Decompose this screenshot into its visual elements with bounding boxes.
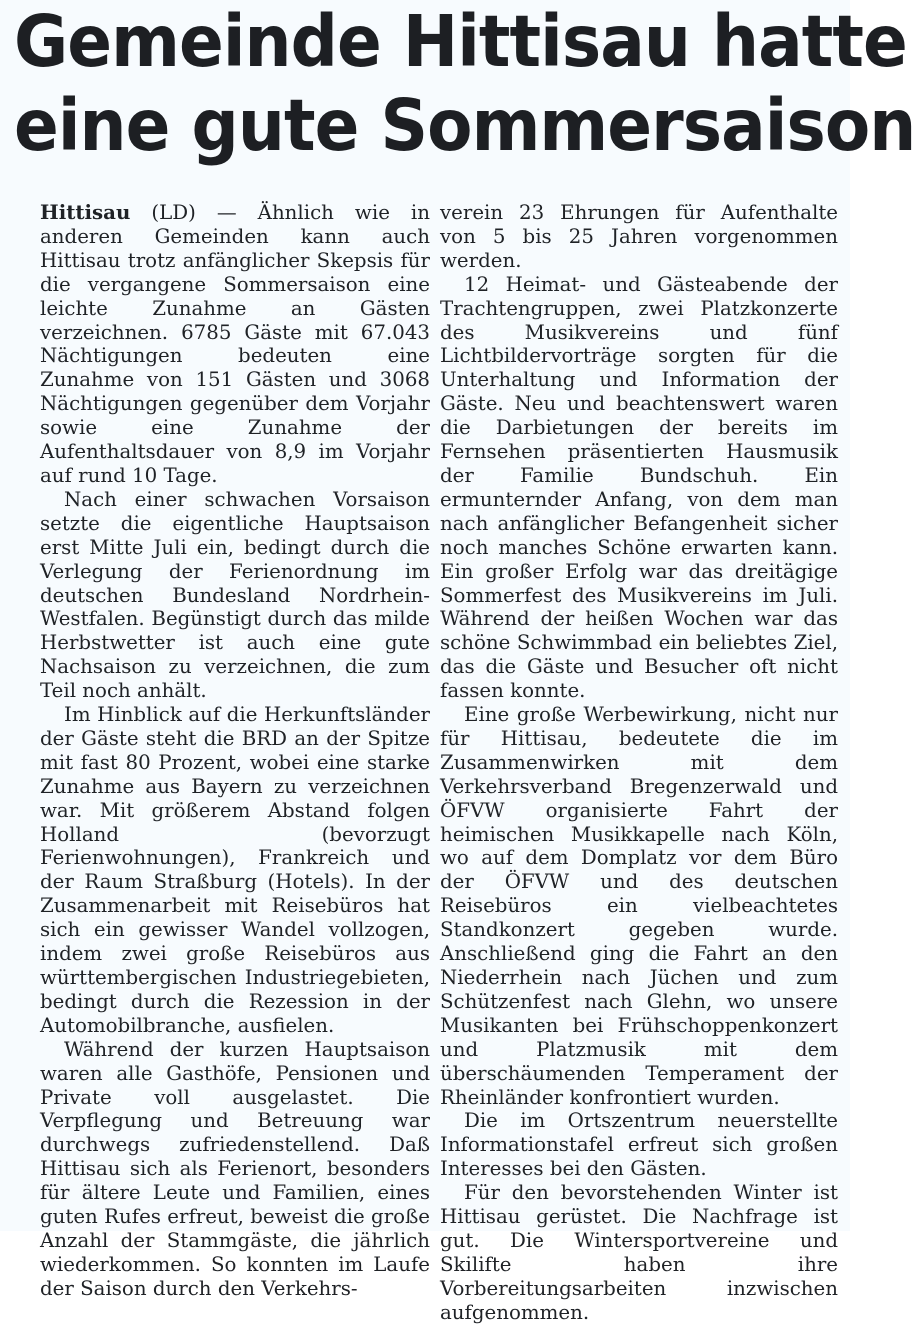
- headline-line-2: eine gute Sommersaison: [14, 84, 915, 167]
- paragraph: Für den bevorstehenden Winter ist Hittisau gerüstet. Die Nachfrage ist gut. Die Wintersportvereine und Skilifte haben ihre Vorbereitungsarbeiten inzwischen aufgenommen.: [440, 1181, 838, 1324]
- article-column-left: [40, 201, 430, 1301]
- paragraph-text: (LD) — Ähnlich wie in anderen Gemeinden kann auch Hittisau trotz anfänglicher Skepsis für die vergangene Sommersaison eine leichte Zunahme an Gästen verzeichnen. 6785 Gäste mit 67.043 Nächtigungen bedeuten eine Zunahme von 151 Gästen und 3068 Nächtigungen gegenüber dem Vorjahr sowie eine Zunahme der Aufenthaltsdauer von 8,9 im Vorjahr auf rund 10 Tage.: [40, 201, 430, 487]
- paragraph: Im Hinblick auf die Herkunftsländer der Gäste steht die BRD an der Spitze mit fast 80 Prozent, wobei eine starke Zunahme aus Bayern zu verzeichnen war. Mit größerem Abstand folgen Holland (bevorzugt Ferienwohnungen), Frankreich und der Raum Straßburg (Hotels). In der Zusammenarbeit mit Reisebüros hat sich ein gewisser Wandel vollzogen, indem zwei große Reisebüros aus württembergischen Industriegebieten, bedingt durch die Rezession in der Automobilbranche, ausfielen.: [40, 703, 430, 1037]
- paragraph: Nach einer schwachen Vorsaison setzte die eigentliche Hauptsaison erst Mitte Juli ein, bedingt durch die Verlegung der Ferienordnung im deutschen Bundesland Nordrhein-Westfalen. Begünstigt durch das milde Herbstwetter ist auch eine gute Nachsaison zu verzeichnen, die zum Teil noch anhält.: [40, 487, 430, 703]
- paragraph: [40, 201, 430, 488]
- paragraph: verein 23 Ehrungen für Aufenthalte von 5 bis 25 Jahren vorgenommen werden.: [440, 201, 838, 272]
- dateline: Hittisau: [40, 200, 131, 224]
- headline: [14, 0, 915, 168]
- article-column-right: [440, 201, 838, 1325]
- headline-line-1: Gemeinde Hittisau hatte: [14, 0, 907, 83]
- paragraph: Eine große Werbewirkung, nicht nur für Hittisau, bedeutete die im Zusammenwirken mit dem Verkehrsverband Bregenzerwald und ÖFVW organisierte Fahrt der heimischen Musikkapelle nach Köln, wo auf dem Domplatz vor dem Büro der ÖFVW und des deutschen Reisebüros ein vielbeachtetes Standkonzert gegeben wurde. Anschließend ging die Fahrt an den Niederrhein nach Jüchen und zum Schützenfest nach Glehn, wo unsere Musikanten bei Frühschoppenkonzert und Platzmusik mit dem überschäumenden Temperament der Rheinländer konfrontiert wurden.: [440, 703, 838, 1109]
- paragraph: Während der kurzen Hauptsaison waren alle Gasthöfe, Pensionen und Private voll ausgelastet. Die Verpflegung und Betreuung war durchwegs zufriedenstellend. Daß Hittisau sich als Ferienort, besonders für ältere Leute und Familien, eines guten Rufes erfreut, beweist die große Anzahl der Stammgäste, die jährlich wiederkommen. So konnten im Laufe der Saison durch den Verkehrs-: [40, 1037, 430, 1300]
- paragraph: 12 Heimat- und Gästeabende der Trachtengruppen, zwei Platzkonzerte des Musikvereins und fünf Lichtbildervorträge sorgten für die Unterhaltung und Information der Gäste. Neu und beachtenswert waren die Darbietungen der bereits im Fernsehen präsentierten Hausmusik der Familie Bundschuh. Ein ermunternder Anfang, von dem man nach anfänglicher Befangenheit sicher noch manches Schöne erwarten kann. Ein großer Erfolg war das dreitägige Sommerfest des Musikvereins im Juli. Während der heißen Wochen war das schöne Schwimmbad ein beliebtes Ziel, das die Gäste und Besucher oft nicht fassen konnte.: [440, 272, 838, 703]
- paragraph: Die im Ortszentrum neuerstellte Informationstafel erfreut sich großen Interesses bei den Gästen.: [440, 1109, 838, 1181]
